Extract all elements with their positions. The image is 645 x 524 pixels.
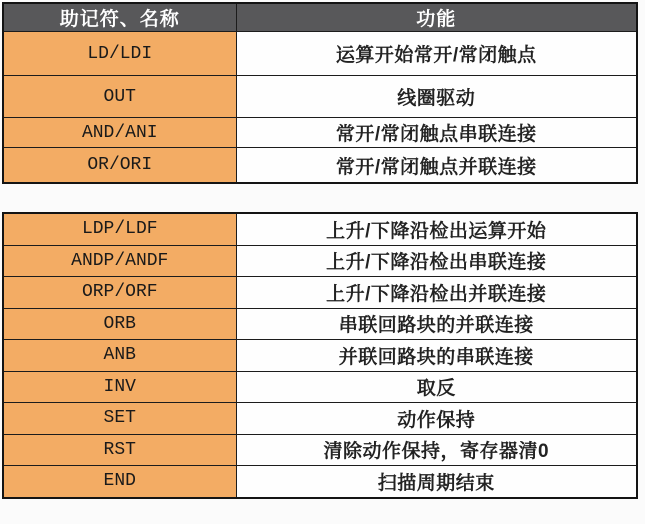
- table-row: [3, 245, 637, 277]
- function-cell: 线圈驱动: [236, 76, 637, 118]
- table-row: [3, 213, 637, 245]
- mnemonic-cell: SET: [3, 403, 236, 435]
- mnemonic-cell: RST: [3, 434, 236, 466]
- mnemonic-cell: AND/ANI: [3, 118, 236, 148]
- mnemonic-cell: ANDP/ANDF: [3, 245, 236, 277]
- function-cell: 清除动作保持，寄存器清0: [236, 434, 637, 466]
- function-cell: 常开/常闭触点串联连接: [236, 118, 637, 148]
- mnemonic-cell: ORP/ORF: [3, 277, 236, 309]
- function-cell: 取反: [236, 371, 637, 403]
- function-cell: 上升/下降沿检出并联连接: [236, 277, 637, 309]
- function-cell: 串联回路块的并联连接: [236, 308, 637, 340]
- mnemonic-cell: OUT: [3, 76, 236, 118]
- table-row: [3, 32, 637, 76]
- table-row: [3, 76, 637, 118]
- header-function: 功能: [236, 3, 637, 32]
- mnemonic-cell: OR/ORI: [3, 148, 236, 184]
- header-mnemonic-name: 助记符、名称: [3, 3, 236, 32]
- mnemonic-cell: LD/LDI: [3, 32, 236, 76]
- table-row: [3, 277, 637, 309]
- mnemonic-cell: ORB: [3, 308, 236, 340]
- function-cell: 动作保持: [236, 403, 637, 435]
- function-cell: 上升/下降沿检出运算开始: [236, 213, 637, 245]
- mnemonic-cell: ANB: [3, 340, 236, 372]
- function-cell: 扫描周期结束: [236, 466, 637, 498]
- mnemonic-cell: LDP/LDF: [3, 213, 236, 245]
- function-cell: 常开/常闭触点并联连接: [236, 148, 637, 184]
- mnemonic-table-basic: [2, 2, 638, 184]
- table-row: [3, 403, 637, 435]
- table-row: [3, 466, 637, 498]
- mnemonic-cell: INV: [3, 371, 236, 403]
- table-row: [3, 371, 637, 403]
- table-row: [3, 340, 637, 372]
- mnemonic-table-extended: [2, 212, 638, 499]
- table-row: [3, 118, 637, 148]
- function-cell: 上升/下降沿检出串联连接: [236, 245, 637, 277]
- mnemonic-cell: END: [3, 466, 236, 498]
- table-row: [3, 148, 637, 184]
- table-row: [3, 434, 637, 466]
- function-cell: 运算开始常开/常闭触点: [236, 32, 637, 76]
- table-header-row: [3, 3, 637, 32]
- table-row: [3, 308, 637, 340]
- function-cell: 并联回路块的串联连接: [236, 340, 637, 372]
